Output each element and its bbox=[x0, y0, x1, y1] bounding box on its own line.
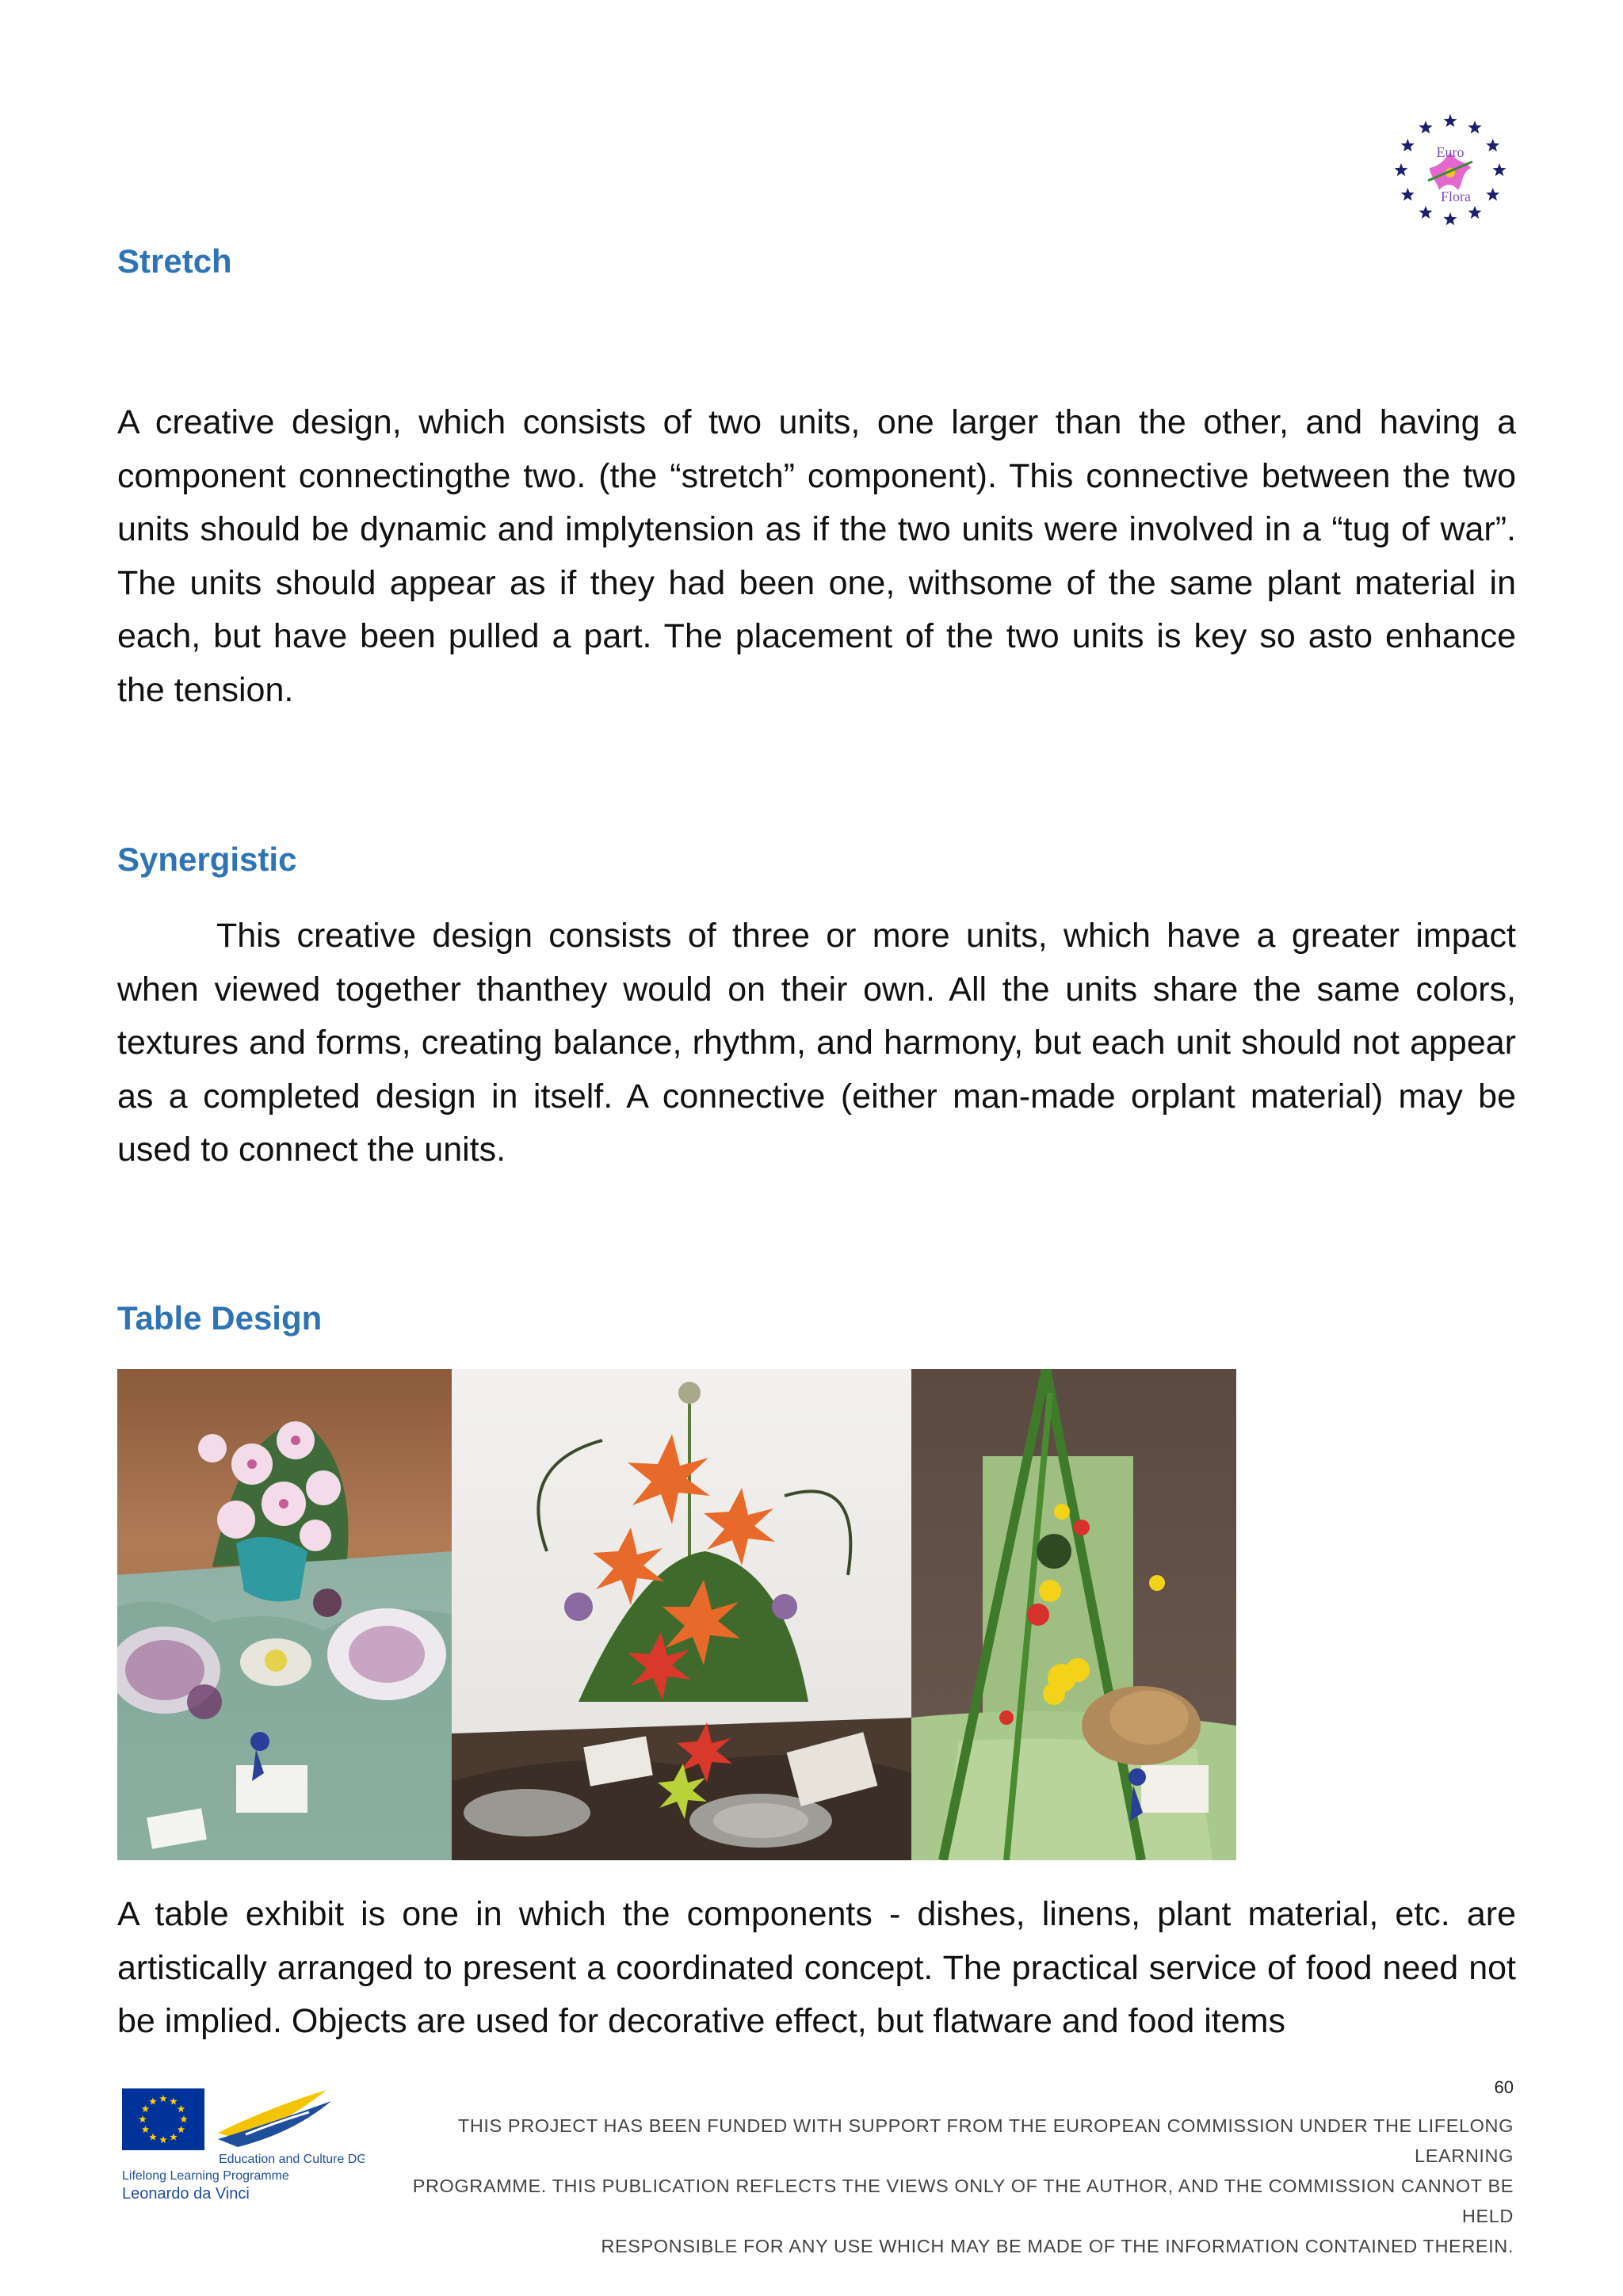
dg-label: Education and Culture DG bbox=[219, 2153, 365, 2166]
logo-star bbox=[1419, 206, 1432, 219]
euroflora-logo bbox=[1391, 111, 1510, 230]
logo-star bbox=[1419, 120, 1432, 133]
logo-star bbox=[1443, 212, 1457, 225]
table-design-paragraph: A table exhibit is one in which the components - dishes, linens, plant material, etc. are artistically arranged to present a coordinated concept. The practical service of food need not be implied. Objects are used for decorative effect, but flatware and food items bbox=[117, 1895, 1516, 2040]
section-heading-stretch: Stretch bbox=[117, 242, 232, 280]
lifelong-learning-swoosh-icon bbox=[218, 2090, 331, 2147]
logo-star bbox=[1468, 206, 1481, 219]
page-number: 60 bbox=[1494, 2077, 1514, 2097]
logo-star bbox=[1492, 163, 1506, 176]
logo-star bbox=[1401, 139, 1415, 151]
orange-lily-arrangement-photo bbox=[452, 1369, 911, 1860]
logo-star bbox=[1401, 188, 1415, 200]
logo-word-flora: Flora bbox=[1441, 189, 1471, 204]
eu-flag-icon bbox=[122, 2088, 204, 2150]
footer-logos bbox=[119, 2084, 365, 2218]
euroflora-star-ring-icon bbox=[1391, 111, 1510, 230]
logo-star bbox=[1486, 139, 1499, 151]
section-heading-table-design: Table Design bbox=[117, 1299, 323, 1337]
footer-disclaimer bbox=[365, 2111, 1514, 2261]
table-setting-lilies-photo bbox=[117, 1369, 452, 1860]
leonardo-label: Leonardo da Vinci bbox=[122, 2185, 250, 2203]
table-design-photos bbox=[117, 1369, 1236, 1860]
disclaimer-line: THIS PROJECT HAS BEEN FUNDED WITH SUPPORT FROM THE EUROPEAN COMMISSION UNDER THE LIFELONG LEARNING bbox=[457, 2115, 1514, 2166]
section-heading-synergistic: Synergistic bbox=[117, 841, 297, 878]
logo-star bbox=[1486, 188, 1499, 200]
disclaimer-line: PROGRAMME. THIS PUBLICATION REFLECTS THE VIEWS ONLY OF THE AUTHOR, AND THE COMMISSION CANNOT BE HELD bbox=[412, 2176, 1514, 2226]
synergistic-paragraph: This creative design consists of three or more units, which have a greater impact when viewed together thanthey would on their own. All the units share the same colors, textures and forms, creating balance, rhythm, and harmony, but each unit should not appear as a completed design in itself. A connective (either man-made orplant material) may be used to connect the units. bbox=[117, 917, 1516, 1169]
logo-star bbox=[1468, 120, 1481, 133]
logo-word-euro: Euro bbox=[1436, 144, 1465, 160]
stretch-paragraph: A creative design, which consists of two units, one larger than the other, and having a component connectingthe two. (the “stretch” component). This connective between the two units should be dynamic and implytension as if the two units were involved in a “tug of war”. The units should appear as if they had been one, withsome of the same plant material in each, but have been pulled a part. The placement of the two units is key so asto enhance the tension. bbox=[117, 403, 1516, 709]
logo-star bbox=[1394, 163, 1407, 176]
bamboo-tripod-hat-photo bbox=[911, 1369, 1236, 1860]
logo-star bbox=[1443, 114, 1457, 127]
programme-label: Lifelong Learning Programme bbox=[122, 2169, 289, 2183]
disclaimer-line: RESPONSIBLE FOR ANY USE WHICH MAY BE MADE OF THE INFORMATION CONTAINED THEREIN. bbox=[601, 2236, 1514, 2256]
